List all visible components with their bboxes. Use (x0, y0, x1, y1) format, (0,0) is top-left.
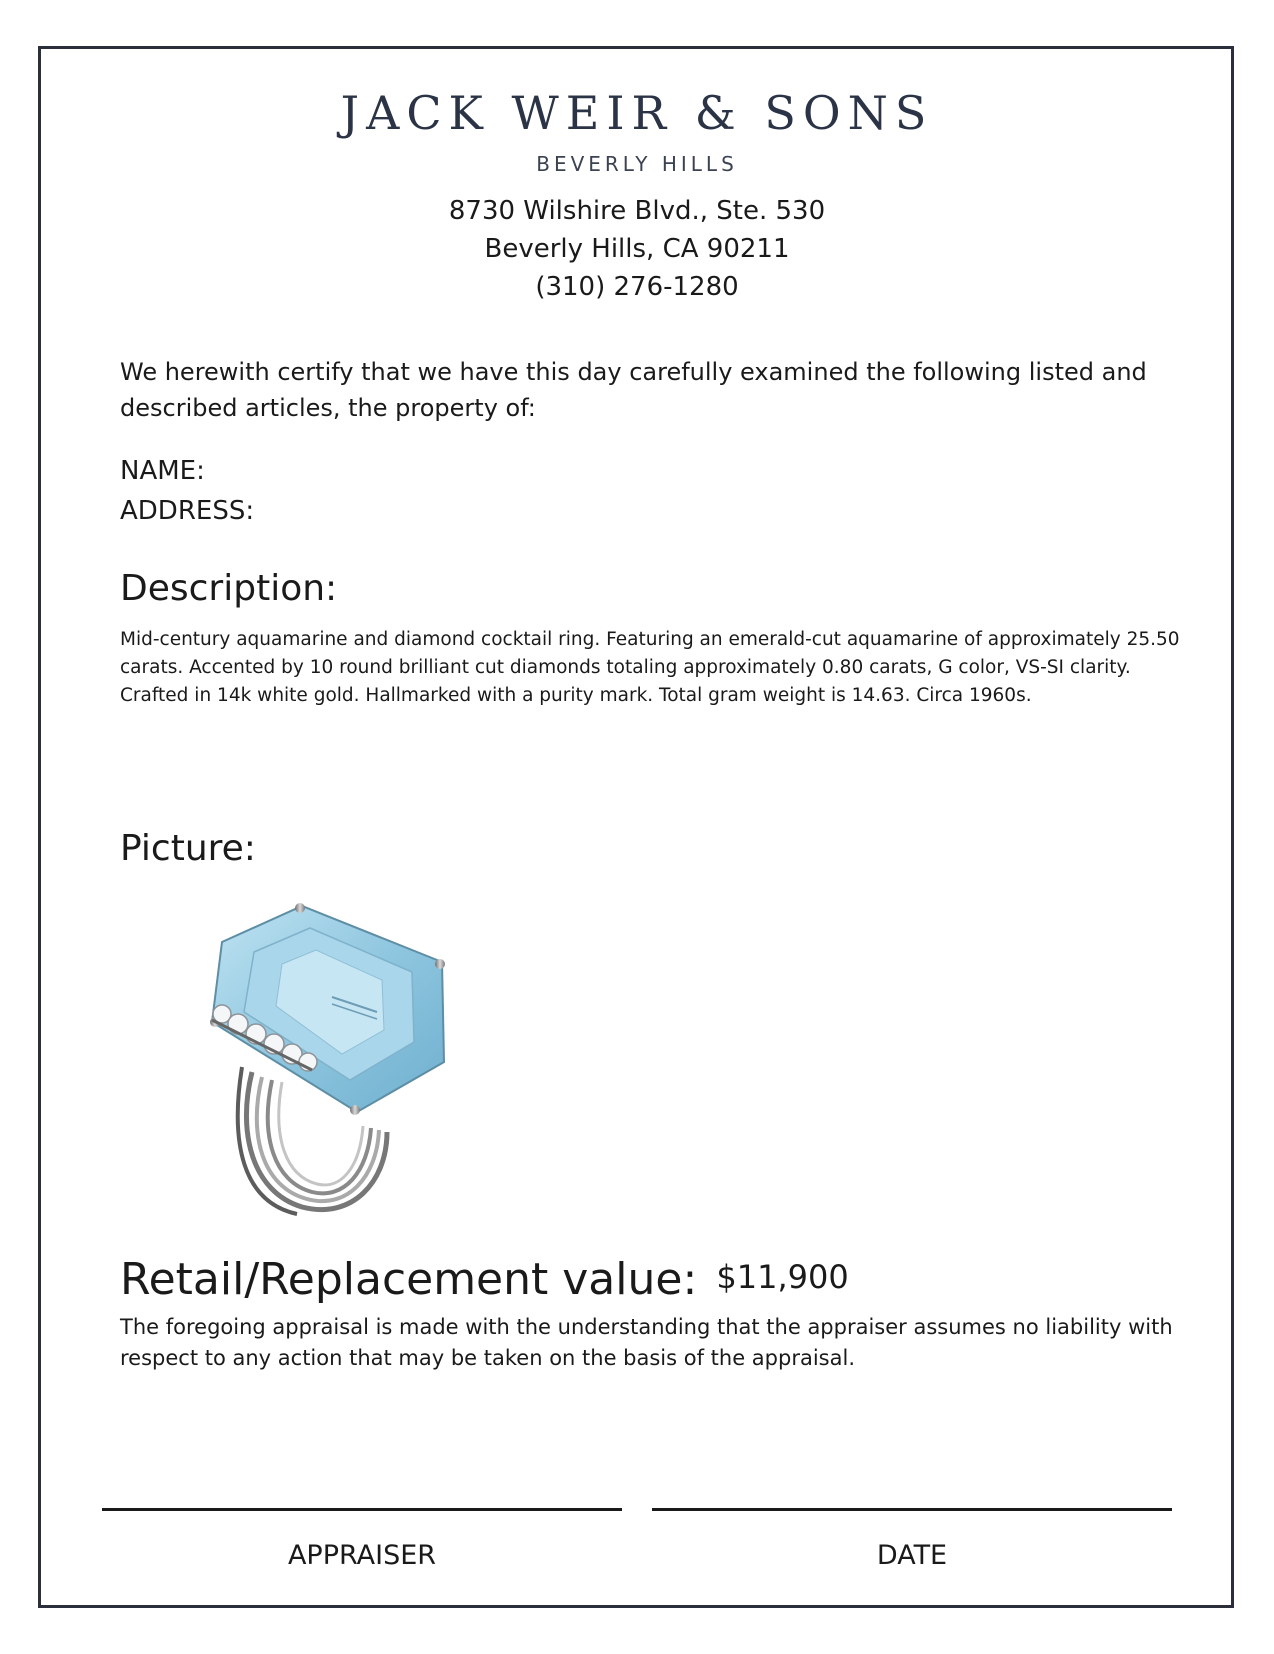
certification-statement: We herewith certify that we have this day carefully examined the following listed and described articles, the property of: (120, 358, 1147, 422)
value-amount: $11,900 (716, 1258, 849, 1296)
appraiser-signature-line (102, 1508, 622, 1511)
date-label: DATE (876, 1540, 948, 1571)
aquamarine-ring-photo (182, 902, 482, 1232)
appraiser-label: APPRAISER (287, 1540, 437, 1571)
date-signature-line (652, 1508, 1172, 1511)
appraised-value (120, 1254, 849, 1305)
description-heading: Description: (120, 568, 338, 609)
brand-name: JACK WEIR & SONS (340, 86, 934, 140)
owner-name-label: NAME: (120, 456, 205, 486)
brand-location: BEVERLY HILLS (536, 152, 738, 176)
description-text: Mid-century aquamarine and diamond cocktail ring. Featuring an emerald-cut aquamarine of approximately 25.50 carats. Accented by 10 round brilliant cut diamonds totaling approximately 0.80 carats, G color, VS-SI clarity. Crafted in 14k white gold. Hallmarked with a purity mark. Total gram weight is 14.63. Circa 1960s. (120, 629, 1180, 706)
store-address (0, 192, 1274, 306)
picture-heading: Picture: (120, 828, 256, 869)
address-city: Beverly Hills, CA 90211 (484, 234, 790, 264)
value-label: Retail/Replacement value: (120, 1254, 698, 1305)
address-street: 8730 Wilshire Blvd., Ste. 530 (448, 196, 826, 226)
address-phone: (310) 276-1280 (535, 272, 739, 302)
owner-address-label: ADDRESS: (120, 496, 255, 526)
liability-disclaimer: The foregoing appraisal is made with the understanding that the appraiser assumes no liability with respect to any action that may be taken on the basis of the appraisal. (120, 1315, 1173, 1370)
